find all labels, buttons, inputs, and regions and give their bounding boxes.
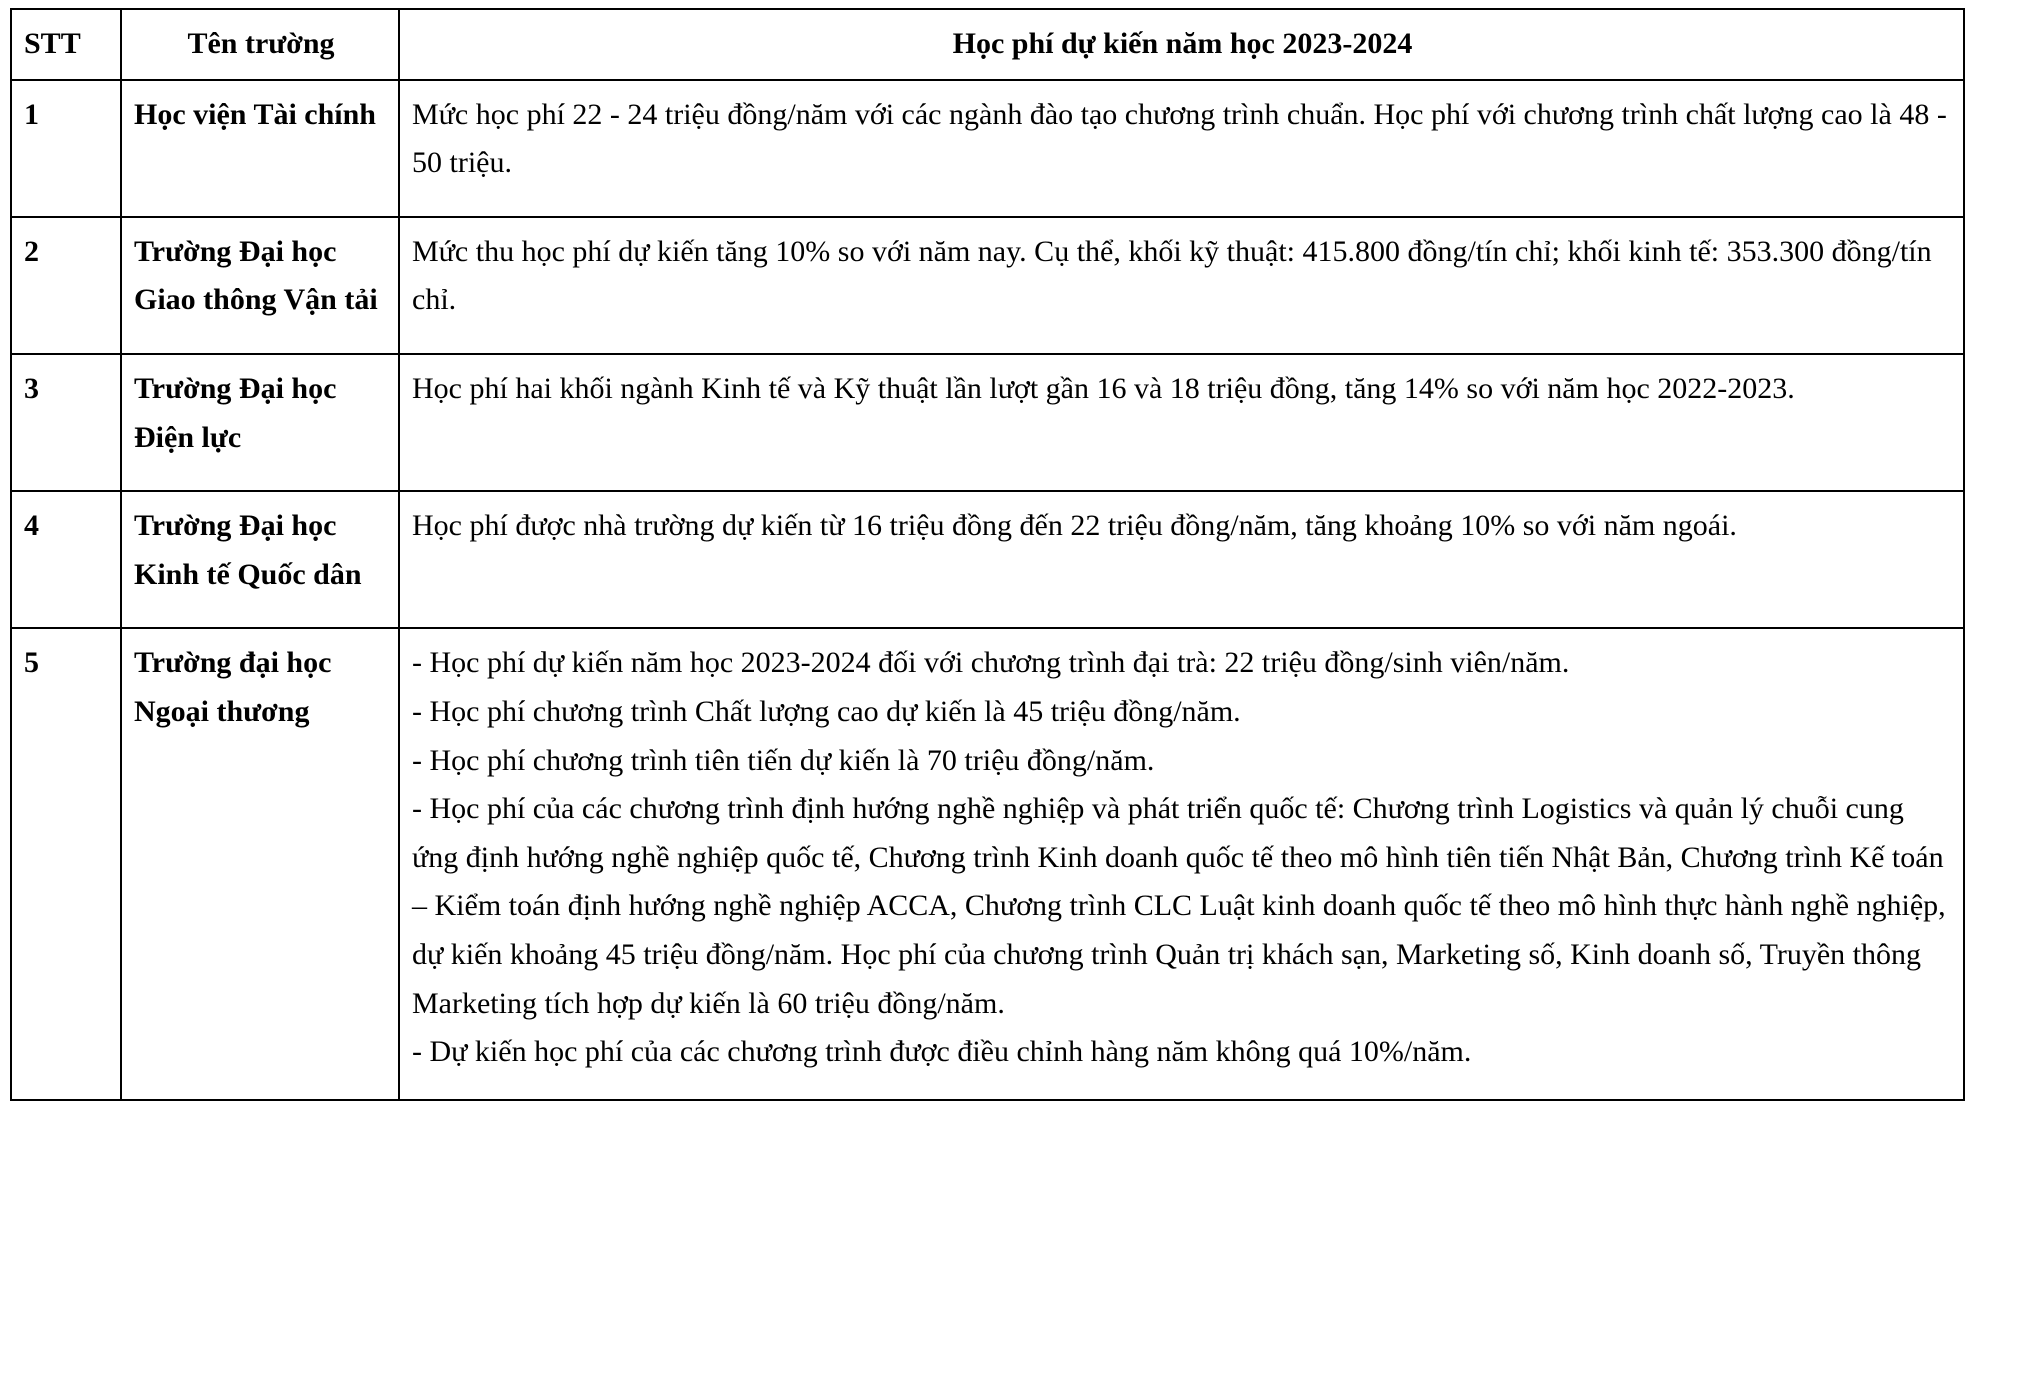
cell-tuition-fee xyxy=(399,628,1964,1099)
cell-school-name: Học viện Tài chính xyxy=(121,80,399,217)
cell-school-name: Trường Đại học Kinh tế Quốc dân xyxy=(121,491,399,628)
table-header xyxy=(11,9,1964,80)
fee-paragraph: Mức học phí 22 - 24 triệu đồng/năm với các ngành đào tạo chương trình chuẩn. Học phí với chương trình chất lượng cao là 48 - 50 triệu. xyxy=(412,97,1947,180)
column-header-tuition-fee: Học phí dự kiến năm học 2023-2024 xyxy=(399,9,1964,80)
column-header-school-name: Tên trường xyxy=(121,9,399,80)
table-row xyxy=(11,80,1964,217)
cell-tuition-fee xyxy=(399,491,1964,628)
fee-paragraph: - Dự kiến học phí của các chương trình được điều chỉnh hàng năm không quá 10%/năm. xyxy=(412,1035,1472,1069)
cell-tuition-fee xyxy=(399,354,1964,491)
column-header-stt: STT xyxy=(11,9,121,80)
header-row xyxy=(11,9,1964,80)
cell-school-name: Trường Đại học Giao thông Vận tải xyxy=(121,217,399,354)
fee-paragraph: - Học phí dự kiến năm học 2023-2024 đối với chương trình đại trà: 22 triệu đồng/sinh viên/năm. xyxy=(412,646,1570,680)
fee-paragraph: - Học phí chương trình tiên tiến dự kiến là 70 triệu đồng/năm. xyxy=(412,743,1155,777)
cell-stt: 3 xyxy=(11,354,121,491)
cell-tuition-fee xyxy=(399,217,1964,354)
cell-stt: 4 xyxy=(11,491,121,628)
cell-tuition-fee xyxy=(399,80,1964,217)
cell-stt: 5 xyxy=(11,628,121,1099)
table-row xyxy=(11,217,1964,354)
cell-school-name: Trường đại học Ngoại thương xyxy=(121,628,399,1099)
fee-paragraph: Học phí hai khối ngành Kinh tế và Kỹ thuật lần lượt gần 16 và 18 triệu đồng, tăng 14% so với năm học 2022-2023. xyxy=(412,371,1795,405)
fee-paragraph: - Học phí chương trình Chất lượng cao dự kiến là 45 triệu đồng/năm. xyxy=(412,694,1241,728)
table-body xyxy=(11,80,1964,1100)
cell-stt: 1 xyxy=(11,80,121,217)
fee-paragraph: Mức thu học phí dự kiến tăng 10% so với năm nay. Cụ thể, khối kỹ thuật: 415.800 đồng/tín chỉ; khối kinh tế: 353.300 đồng/tín chỉ. xyxy=(412,234,1932,317)
tuition-fee-table xyxy=(10,8,1965,1101)
table-row xyxy=(11,354,1964,491)
table-row xyxy=(11,491,1964,628)
table-row xyxy=(11,628,1964,1099)
cell-stt: 2 xyxy=(11,217,121,354)
fee-paragraph: - Học phí của các chương trình định hướng nghề nghiệp và phát triển quốc tế: Chương trình Logistics và quản lý chuỗi cung ứng định hướng nghề nghiệp quốc tế, Chương trình Kinh doanh quốc tế theo mô hình tiên tiến Nhật Bản, Chương trình Kế toán – Kiểm toán định hướng nghề nghiệp ACCA, Chương trình CLC Luật kinh doanh quốc tế theo mô hình thực hành nghề nghiệp, dự kiến khoảng 45 triệu đồng/năm. Học phí của chương trình Quản trị khách sạn, Marketing số, Kinh doanh số, Truyền thông Marketing tích hợp dự kiến là 60 triệu đồng/năm. xyxy=(412,792,1946,1020)
cell-school-name: Trường Đại học Điện lực xyxy=(121,354,399,491)
fee-paragraph: Học phí được nhà trường dự kiến từ 16 triệu đồng đến 22 triệu đồng/năm, tăng khoảng 10% so với năm ngoái. xyxy=(412,509,1737,543)
